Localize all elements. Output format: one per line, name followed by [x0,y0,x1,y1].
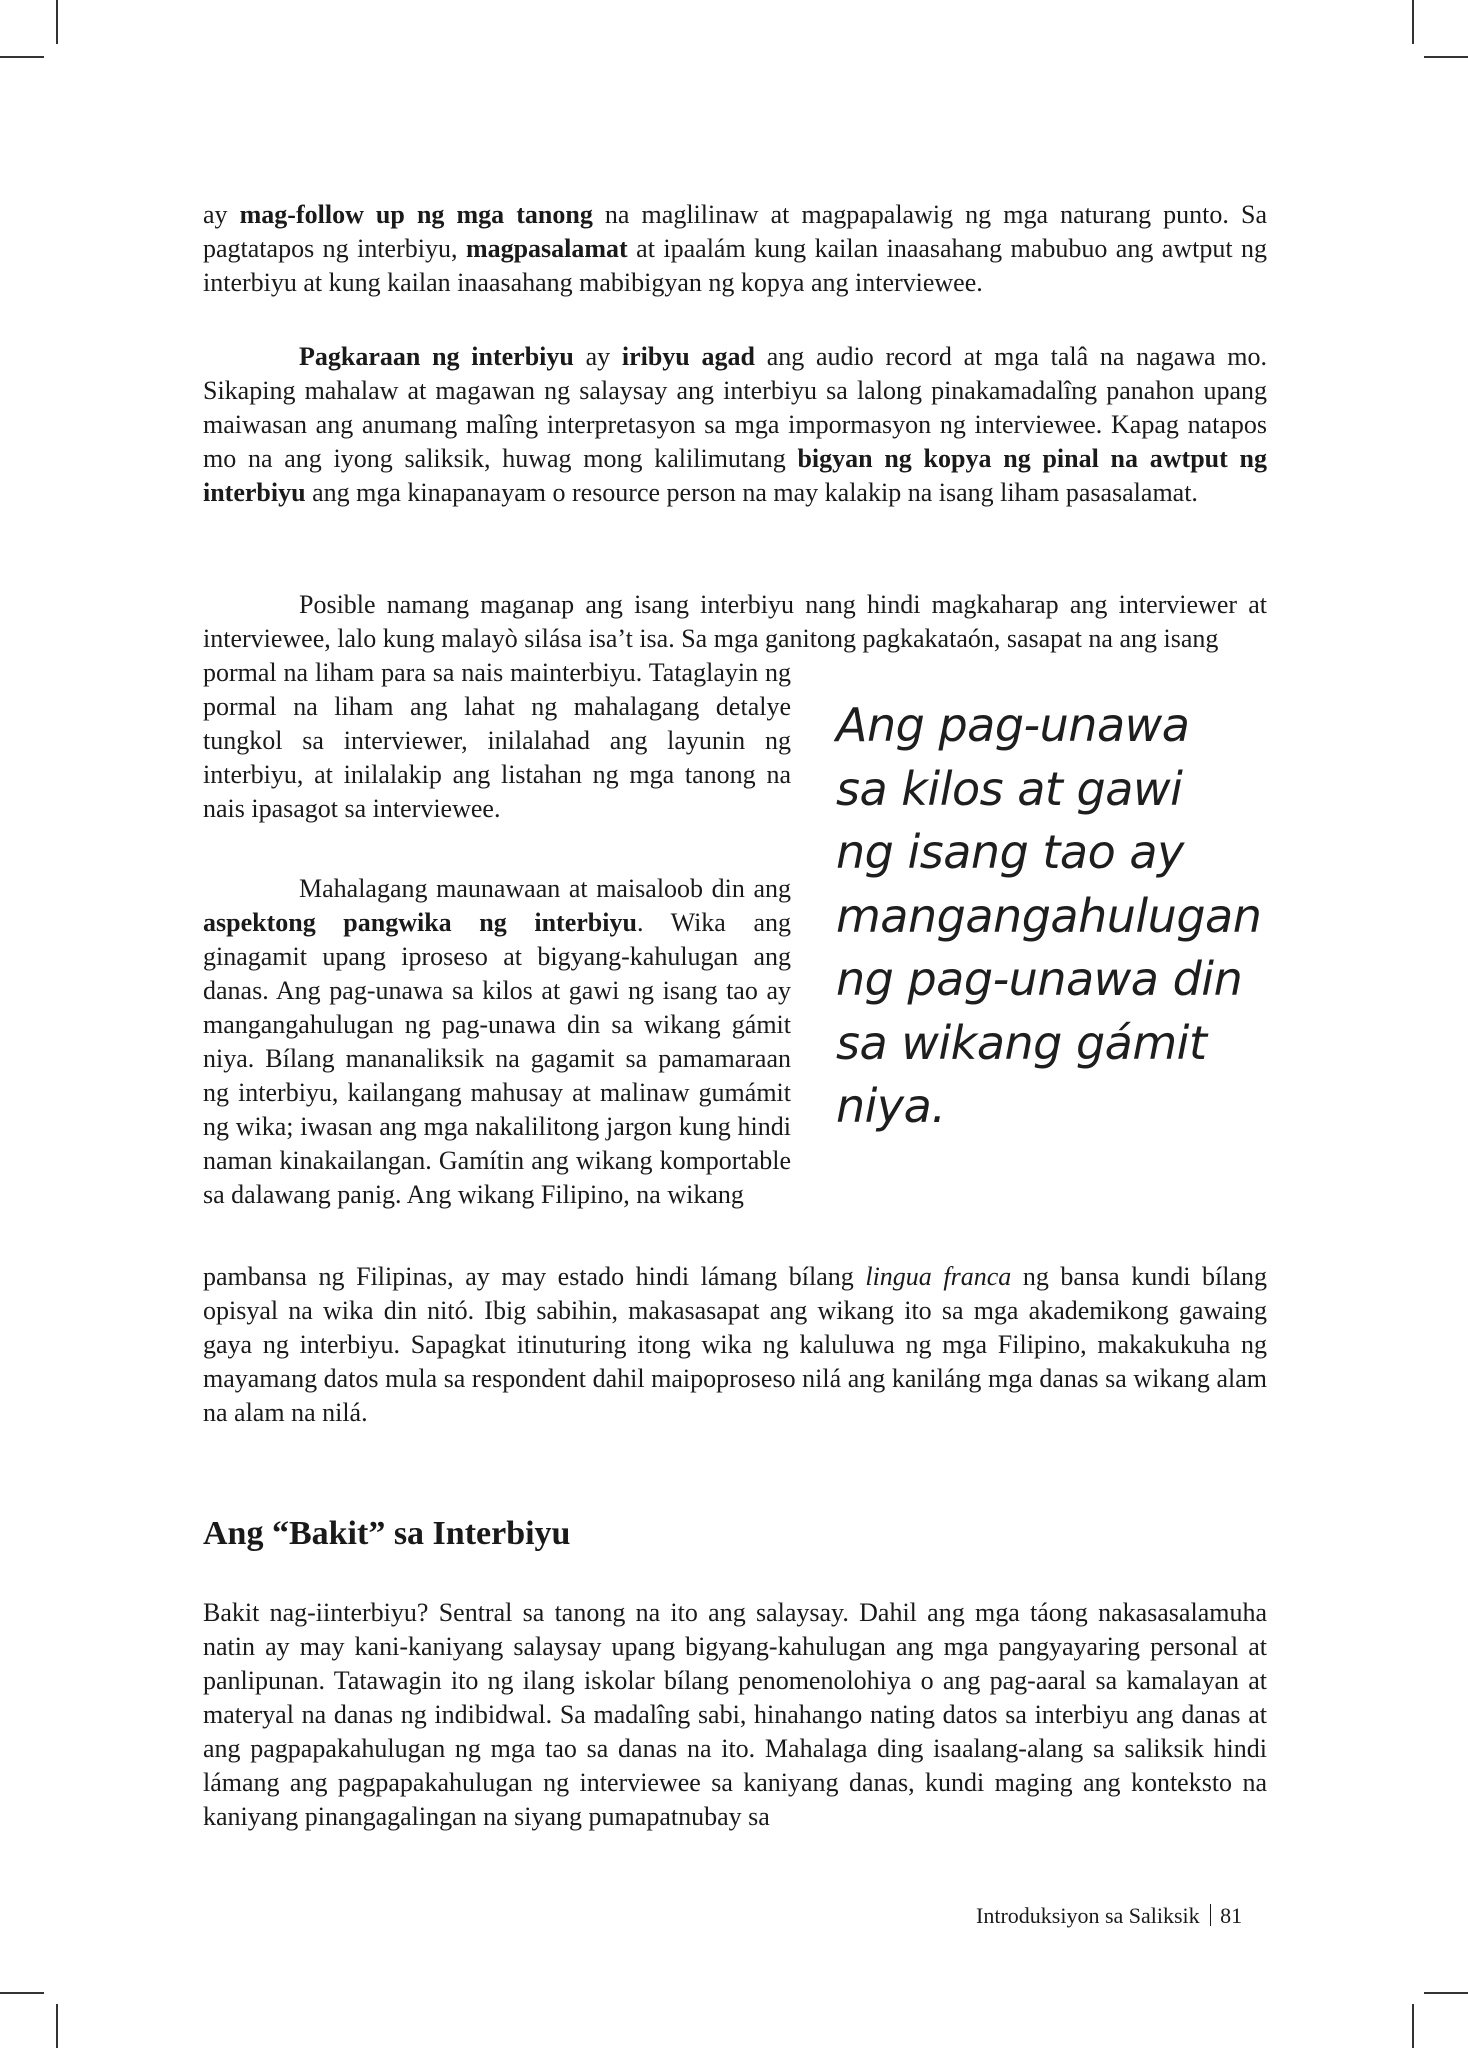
pull-quote-line: ng isang tao ay [836,825,1184,879]
crop-mark [0,1992,44,1994]
paragraph-language-aspect-cont: pambansa ng Filipinas, ay may estado hindi lámang bílang lingua franca ng bansa kundi bílang opisyal na wika din nitó. Ibig sabihin, makasasapat ang wikang ito sa mga akademikong gawaing gaya ng interbiyu. Sapagkat itinuturing itong wika ng kaluluwa ng mga Filipino, makakukuha ng mayamang datos mula sa respondent dahil maipoproseso nilá ang kaniláng mga danas sa wikang alam na alam na nilá. [203,1262,1267,1427]
italic-term: lingua franca [865,1262,1012,1291]
pull-quote-line: niya. [836,1079,946,1133]
bold-phrase: mag-follow up ng mga tanong [239,200,593,229]
bold-phrase: aspektong pangwika ng interbiyu [203,908,637,937]
paragraph-after-interview: Pagkaraan ng interbiyu ay iribyu agad ang audio record at mga talâ na nagawa mo. Sikaping mahalaw at magawan ng salaysay ang interbiyu sa lalong pinakamadalîng panahon upang maiwasan ang anumang malîng interpretasyon sa mga impormasyon ng interviewee. Kapag natapos mo na ang iyong saliksik, huwag mong kalilimutang bigyan ng kopya ng pinal na awtput ng interbiyu ang mga kinapanayam o resource person na may kalakip na isang liham pasasalamat. [203,342,1267,507]
page-footer [976,1902,1242,1930]
section-heading: Ang “Bakit” sa Interbiyu [203,1515,571,1552]
pull-quote-line: ng pag-unawa din [836,952,1243,1006]
paragraph-why-interview: Bakit nag-iinterbiyu? Sentral sa tanong na ito ang salaysay. Dahil ang mga táong nakasasalamuha natin ay may kani-kaniyang salaysay upang bigyang-kahulugan ang mga pangyayaring personal at panlipunan. Tatawagin ito ng ilang iskolar bílang penomenolohiya o ang pag-aaral sa kamalayan at materyal na danas ng indibidwal. Sa madalîng sabi, hinahango nating datos sa interbiyu ang danas at ang pagpapakahulugan ng mga tao sa danas na ito. Mahalaga ding isaalang-alang sa saliksik hindi lámang ang pagpapakahulugan ng interviewee sa kaniyang danas, kundi maging ang konteksto na kaniyang pinangagalingan na siyang pumapatnubay sa [203,1598,1267,1831]
paragraph-language-aspect: Mahalagang maunawaan at maisaloob din ang aspektong pangwika ng interbiyu. Wika ang ginagamit upang iproseso at bigyang-kahulugan ang danas. Ang pag-unawa sa kilos at gawi ng isang tao ay mangangahulugan ng pag-unawa din sa wikang gámit niya. Bílang mananaliksik na gagamit sa pamamaraan ng interbiyu, kailangang mahusay at malinaw gumámit ng wika; iwasan ang mga nakalilitong jargon kung hindi naman kinakailangan. Gamítin ang wikang komportable sa dalawang panig. Ang wikang Filipino, na wikang [203,874,791,1209]
crop-mark [56,0,58,44]
crop-mark [1412,0,1414,44]
pull-quote-line: Ang pag-unawa [836,698,1190,752]
crop-mark [1424,1992,1468,1994]
pull-quote [836,694,1276,1139]
book-title: Introduksiyon sa Saliksik [976,1903,1200,1928]
bold-phrase: magpasalamat [465,234,628,263]
footer-divider [1210,1904,1212,1926]
paragraph-interview-followup: ay mag-follow up ng mga tanong na maglilinaw at magpapalawig ng mga naturang punto. Sa pagtatapos ng interbiyu, magpasalamat at ipaalám kung kailan inaasahang mabubuo ang awtput ng interbiyu at kung kailan inaasahang mabibigyan ng kopya ang interviewee. [203,200,1267,297]
pull-quote-line: sa kilos at gawi [836,761,1183,816]
paragraph-remote-interview: Posible namang maganap ang isang interbiyu nang hindi magkaharap ang interviewer at interviewee, lalo kung malayò silása isa’t isa. Sa mga ganitong pagkakataón, sasapat na ang isang [203,590,1267,653]
crop-mark [1424,56,1468,58]
crop-mark [1412,2004,1414,2048]
bold-phrase: bigyan ng kopya ng pinal na awtput ng interbiyu [203,444,1267,507]
crop-mark [0,56,44,58]
pull-quote-line: sa wikang gámit [836,1015,1207,1070]
pull-quote-line: mangangahulugan [836,888,1262,943]
paragraph-remote-interview-cont: pormal na liham para sa nais mainterbiyu. Tataglayin ng pormal na liham ang lahat ng mahalagang detalye tungkol sa interviewer, inilalahad ang layunin ng interbiyu, at inilalakip ang listahan ng mga tanong na nais ipasagot sa interviewee. [203,658,791,823]
bold-phrase: iribyu agad [621,342,755,371]
page-number: 81 [1220,1903,1243,1928]
bold-phrase: Pagkaraan ng interbiyu [299,342,574,371]
crop-mark [56,2004,58,2048]
